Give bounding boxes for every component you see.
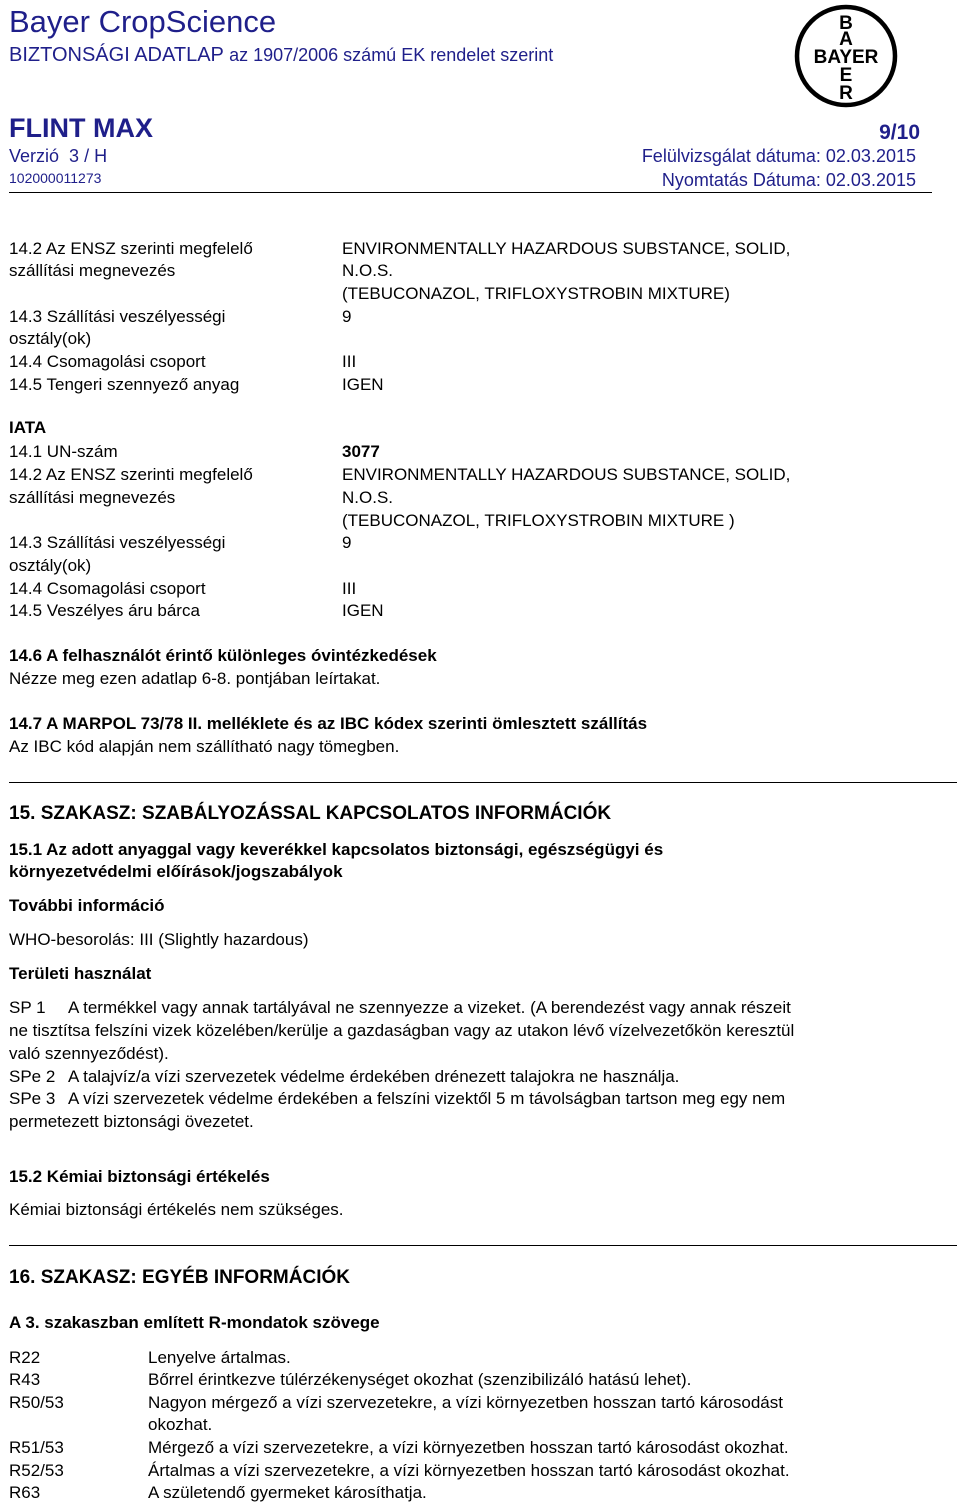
s15-heading: 15. SZAKASZ: SZABÁLYOZÁSSAL KAPCSOLATOS INFORMÁCIÓK (9, 803, 612, 824)
imdg-14-2-value-3: (TEBUCONAZOL, TRIFLOXYSTROBIN MIXTURE) (342, 284, 730, 303)
sp1-text-line1: A termékkel vagy annak tartályával ne szennyezze a vizeket. (A berendezést vagy annak részeit (68, 998, 791, 1017)
r-phrase-code: R51/53 (9, 1438, 64, 1457)
iata-14-4-label: 14.4 Csomagolási csoport (9, 579, 206, 598)
s15-1-heading-line2: környezetvédelmi előírások/jogszabályok (9, 862, 343, 881)
iata-14-2-label-1: 14.2 Az ENSZ szerinti megfelelő (9, 465, 253, 484)
imdg-14-2-label-1: 14.2 Az ENSZ szerinti megfelelő (9, 239, 253, 258)
product-name: FLINT MAX (9, 113, 153, 143)
spe3-text-line1: A vízi szervezetek védelme érdekében a felszíni vizektől 5 m távolságban tartson meg egy nem (68, 1089, 786, 1108)
r-phrase-code: R50/53 (9, 1393, 64, 1412)
s15-2-text: Kémiai biztonsági értékelés nem szükséges. (9, 1200, 344, 1219)
imdg-14-2-label-2: szállítási megnevezés (9, 261, 176, 280)
page-number: 9/10 (879, 121, 920, 144)
imdg-14-3-value: 9 (342, 307, 352, 326)
iata-14-2-value-3: (TEBUCONAZOL, TRIFLOXYSTROBIN MIXTURE ) (342, 511, 735, 530)
s14-7-heading: 14.7 A MARPOL 73/78 II. melléklete és az IBC kódex szerinti ömlesztett szállítás (9, 714, 648, 733)
further-info-heading: További információ (9, 896, 165, 915)
r-phrase-code: R52/53 (9, 1461, 64, 1480)
version-language: H (94, 146, 108, 166)
version-value: 3 (69, 146, 80, 166)
sp1-text-line3: való szennyeződést). (9, 1044, 169, 1063)
section-divider-16 (9, 1245, 957, 1246)
iata-14-2-value-1: ENVIRONMENTALLY HAZARDOUS SUBSTANCE, SOLID, (342, 465, 791, 484)
imdg-14-3-label-2: osztály(ok) (9, 329, 92, 348)
spe3-text-line2: permetezett biztonsági övezetet. (9, 1112, 254, 1131)
iata-14-2-label-2: szállítási megnevezés (9, 488, 176, 507)
revision-date: Felülvizsgálat dátuma: 02.03.2015 (641, 146, 916, 166)
version-line (9, 146, 107, 167)
print-date: Nyomtatás Dátuma: 02.03.2015 (661, 170, 916, 190)
logo-letter-a: A (839, 29, 853, 50)
document-title (9, 44, 553, 67)
imdg-14-4-label: 14.4 Csomagolási csoport (9, 352, 206, 371)
iata-14-4-value: III (342, 579, 357, 598)
s15-2-heading: 15.2 Kémiai biztonsági értékelés (9, 1167, 270, 1186)
logo-letter-b-left: B (813, 47, 828, 68)
iata-14-3-label-2: osztály(ok) (9, 556, 92, 575)
imdg-14-3-label-1: 14.3 Szállítási veszélyességi (9, 307, 226, 326)
sp1-text-line2: ne tisztítsa felszíni vizek közelében/kerülje a gazdaságban vagy az utakon lévő vízelvezetőkön keresztül (9, 1021, 795, 1040)
iata-heading: IATA (9, 418, 47, 437)
version-label: Verzió (9, 146, 60, 166)
imdg-14-4-value: III (342, 352, 357, 371)
imdg-14-2-value-2: N.O.S. (342, 261, 394, 280)
r-phrase-code: R63 (9, 1483, 41, 1502)
s14-6-heading: 14.6 A felhasználót érintő különleges óvintézkedések (9, 646, 437, 665)
r-phrase-code: R22 (9, 1348, 41, 1367)
r-phrase-text: A születendő gyermeket károsíthatja. (148, 1483, 427, 1502)
regional-use-heading: Területi használat (9, 964, 152, 983)
r-phrase-text: Ártalmas a vízi szervezetekre, a vízi környezetben hosszan tartó károsodást okozhat. (148, 1461, 790, 1480)
spe2-text: A talajvíz/a vízi szervezetek védelme érdekében drénezett talajokra ne használja. (68, 1067, 680, 1086)
imdg-14-5-label: 14.5 Tengeri szennyező anyag (9, 375, 240, 394)
logo-letter-r: R (839, 83, 853, 104)
r-phrase-code: R43 (9, 1370, 41, 1389)
iata-14-1-value: 3077 (342, 442, 380, 461)
who-classification: WHO-besorolás: III (Slightly hazardous) (9, 930, 309, 949)
r-phrase-text: Nagyon mérgező a vízi szervezetekre, a vízi környezetben hosszan tartó károsodást (148, 1393, 783, 1412)
header-divider (9, 192, 932, 193)
iata-14-1-label: 14.1 UN-szám (9, 442, 118, 461)
iata-14-3-label-1: 14.3 Szállítási veszélyességi (9, 533, 226, 552)
r-phrase-text: Lenyelve ártalmas. (148, 1348, 291, 1367)
s14-6-text: Nézze meg ezen adatlap 6-8. pontjában leírtakat. (9, 669, 381, 688)
r-phrase-text: Bőrrel érintkezve túlérzékenységet okozhat (szenzibilizáló hatású lehet). (148, 1370, 692, 1389)
sp1-code: SP 1 (9, 998, 46, 1017)
r-phrase-text: Mérgező a vízi szervezetekre, a vízi környezetben hosszan tartó károsodást okozhat. (148, 1438, 789, 1457)
company-name: Bayer CropScience (9, 4, 277, 39)
section-divider-15 (9, 782, 957, 783)
imdg-14-2-value-1: ENVIRONMENTALLY HAZARDOUS SUBSTANCE, SOLID, (342, 239, 791, 258)
version-separator: / (84, 146, 90, 166)
iata-14-2-value-2: N.O.S. (342, 488, 394, 507)
bayer-cross-logo (794, 4, 898, 108)
iata-14-5-label: 14.5 Veszélyes áru bárca (9, 601, 200, 620)
s16-heading: 16. SZAKASZ: EGYÉB INFORMÁCIÓK (9, 1267, 350, 1288)
spe3-code: SPe 3 (9, 1089, 56, 1108)
document-code: 102000011273 (9, 170, 102, 186)
spe2-code: SPe 2 (9, 1067, 56, 1086)
regulation-text: az 1907/2006 számú EK rendelet szerint (229, 45, 554, 65)
s16-subheading: A 3. szakaszban említett R-mondatok szövege (9, 1313, 380, 1332)
logo-letter-b-top: B (839, 13, 853, 34)
r-phrase-text-cont: okozhat. (148, 1415, 213, 1434)
s14-7-text: Az IBC kód alapján nem szállítható nagy tömegben. (9, 737, 400, 756)
imdg-14-5-value: IGEN (342, 375, 384, 394)
iata-14-5-value: IGEN (342, 601, 384, 620)
logo-letter-e: E (839, 65, 853, 86)
s15-1-heading-line1: 15.1 Az adott anyaggal vagy keverékkel kapcsolatos biztonsági, egészségügyi és (9, 840, 664, 859)
iata-14-3-value: 9 (342, 533, 352, 552)
doc-title-text: BIZTONSÁGI ADATLAP (9, 44, 224, 66)
logo-letters-ayer: AYER (827, 47, 879, 68)
